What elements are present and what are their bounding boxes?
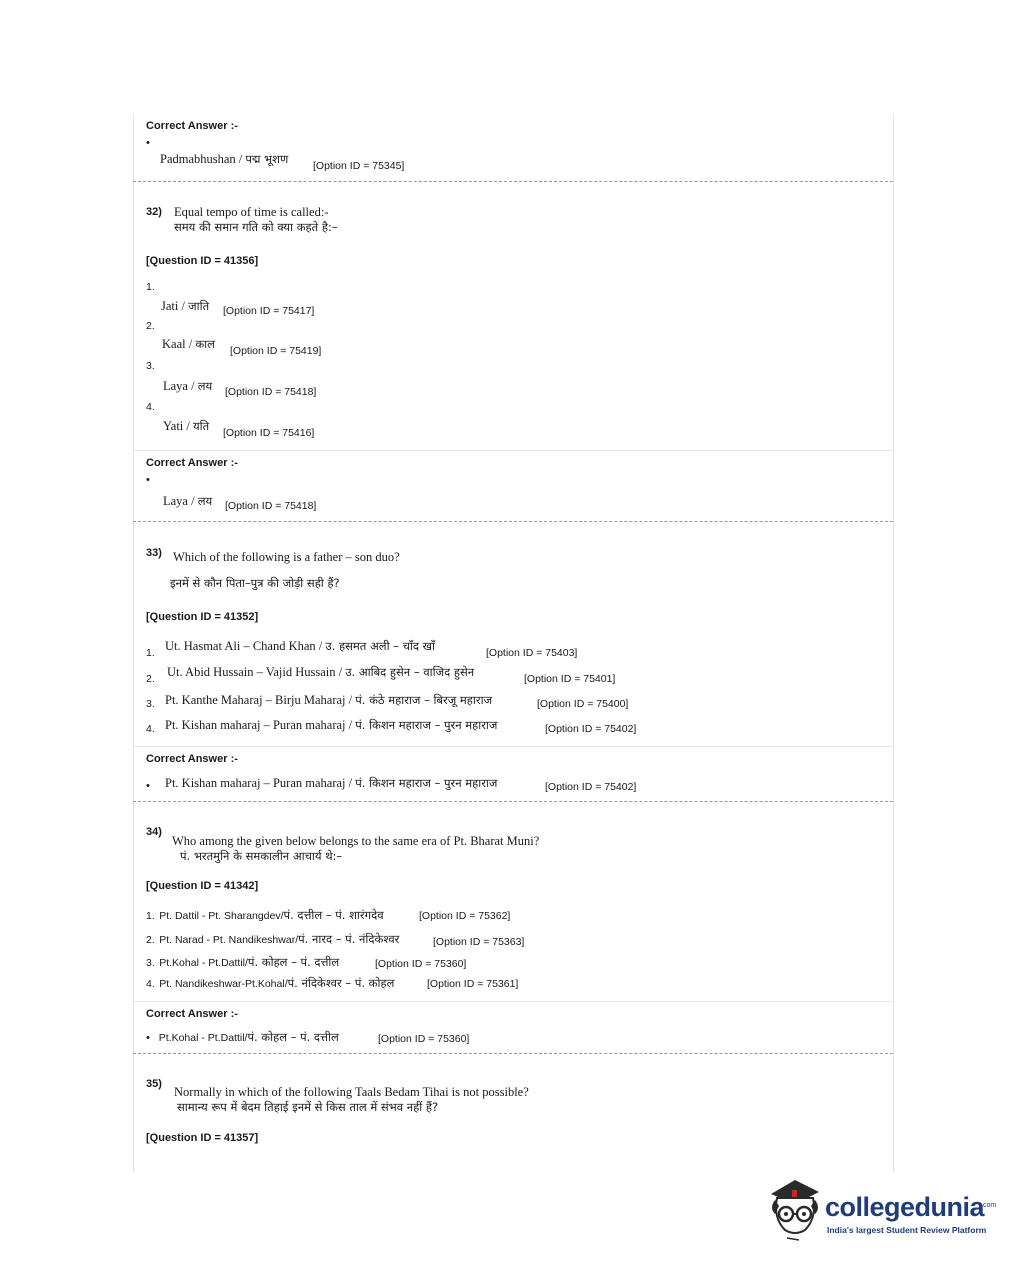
bullet: •: [146, 474, 150, 486]
answer-en: Padmabhushan /: [160, 152, 246, 166]
logo-name: collegedunia: [825, 1192, 985, 1222]
bullet: •: [146, 137, 150, 149]
option-text: 1. Pt. Dattil - Pt. Sharangdev/पं. दत्तील – पं. शारंगदेव: [146, 908, 384, 922]
correct-answer-label: Correct Answer :-: [146, 457, 238, 469]
option-number: 2.: [146, 320, 155, 332]
option-number: 2.: [146, 673, 155, 685]
correct-answer-label: Correct Answer :-: [146, 120, 238, 132]
option-id: [Option ID = 75419]: [230, 345, 322, 357]
question-number: 32): [146, 206, 162, 218]
option-id: [Option ID = 75418]: [225, 386, 317, 398]
option-text: Kaal / काल: [162, 337, 215, 351]
option-id: [Option ID = 75400]: [537, 698, 629, 710]
option-id: [Option ID = 75360]: [375, 958, 467, 970]
question-text-hi: इनमें से कौन पिता–पुत्र की जोड़ी सही हैं?: [170, 576, 340, 590]
option-number: 4.: [146, 723, 155, 735]
correct-answer: Laya / लय: [163, 494, 213, 508]
question-id: [Question ID = 41356]: [146, 255, 259, 267]
option-number: 3.: [146, 698, 155, 710]
question-text-en: Normally in which of the following Taals Bedam Tihai is not possible?: [174, 1085, 529, 1099]
option-id: [Option ID = 75416]: [223, 427, 315, 439]
correct-answer-label: Correct Answer :-: [146, 1008, 238, 1020]
logo-suffix: .com: [981, 1202, 997, 1209]
option-id: [Option ID = 75402]: [545, 723, 637, 735]
option-id: [Option ID = 75362]: [419, 910, 511, 922]
option-text: 3. Pt.Kohal - Pt.Dattil/पं. कोहल – पं. दत्तील: [146, 955, 340, 969]
option-id: [Option ID = 75403]: [486, 647, 578, 659]
question-text-en: Who among the given below belongs to the same era of Pt. Bharat Muni?: [172, 834, 540, 848]
answer-hi: पद्म भूशण: [245, 152, 289, 166]
question-text-hi: समय की समान गति को क्या कहते है:–: [174, 220, 338, 234]
option-text: Ut. Hasmat Ali – Chand Khan / उ. हसमत अली – चाँद खाँ: [165, 639, 436, 653]
bullet: •: [146, 780, 150, 792]
option-number: 4.: [146, 401, 155, 413]
question-id: [Question ID = 41342]: [146, 880, 259, 892]
option-text: Yati / यति: [163, 419, 210, 433]
question-text-hi: पं. भरतमुनि के समकालीन आचार्य थे:–: [180, 849, 343, 863]
option-text: Ut. Abid Hussain – Vajid Hussain / उ. आबिद हुसेन – वाजिद हुसेन: [167, 665, 475, 679]
option-id: [Option ID = 75401]: [524, 673, 616, 685]
option-id: [Option ID = 75363]: [433, 936, 525, 948]
option-id: [Option ID = 75417]: [223, 305, 315, 317]
option-id: [Option ID = 75361]: [427, 978, 519, 990]
option-number: 1.: [146, 281, 155, 293]
option-text: Laya / लय: [163, 379, 213, 393]
question-divider: [133, 521, 893, 522]
option-number: 3.: [146, 360, 155, 372]
question-number: 33): [146, 547, 162, 559]
option-text: Jati / जाति: [161, 299, 210, 313]
option-number: 1.: [146, 647, 155, 659]
answer-divider: [133, 1001, 893, 1002]
option-text: 2. Pt. Narad - Pt. Nandikeshwar/पं. नारद – पं. नंदिकेश्वर: [146, 932, 400, 946]
question-text-en: Equal tempo of time is called:-: [174, 205, 329, 219]
option-text: Pt. Kanthe Maharaj – Birju Maharaj / पं. कंठे महाराज – बिरजू महाराज: [165, 693, 493, 707]
correct-answer: • Pt.Kohal - Pt.Dattil/पं. कोहल – पं. दत्तील: [146, 1030, 339, 1044]
question-divider: [133, 801, 893, 802]
question-number: 35): [146, 1078, 162, 1090]
collegedunia-logo: [765, 1178, 995, 1248]
question-text-hi: सामान्य रूप में बेदम तिहाई इनमें से किस ताल में संभव नहीं हैं?: [177, 1100, 439, 1114]
answer-divider: [133, 450, 893, 451]
correct-answer: Pt. Kishan maharaj – Puran maharaj / पं. किशन महाराज – पुरन महाराज: [165, 776, 498, 790]
answer-divider: [133, 746, 893, 747]
question-id: [Question ID = 41352]: [146, 611, 259, 623]
option-id: [Option ID = 75360]: [378, 1033, 470, 1045]
question-number: 34): [146, 826, 162, 838]
option-text: Pt. Kishan maharaj – Puran maharaj / पं. किशन महाराज – पुरन महाराज: [165, 718, 498, 732]
correct-answer: [160, 150, 288, 168]
question-divider: [133, 1053, 893, 1054]
logo-tagline: India's largest Student Review Platform: [827, 1225, 987, 1235]
question-id: [Question ID = 41357]: [146, 1132, 259, 1144]
correct-answer-label: Correct Answer :-: [146, 753, 238, 765]
question-divider: [133, 181, 893, 182]
option-text: 4. Pt. Nandikeshwar-Pt.Kohal/पं. नंदिकेश्वर – पं. कोहल: [146, 976, 395, 990]
option-id: [Option ID = 75418]: [225, 500, 317, 512]
question-text-en: Which of the following is a father – son duo?: [173, 550, 400, 564]
option-id: [Option ID = 75345]: [313, 160, 405, 172]
option-id: [Option ID = 75402]: [545, 781, 637, 793]
mascot-icon: [765, 1178, 825, 1244]
